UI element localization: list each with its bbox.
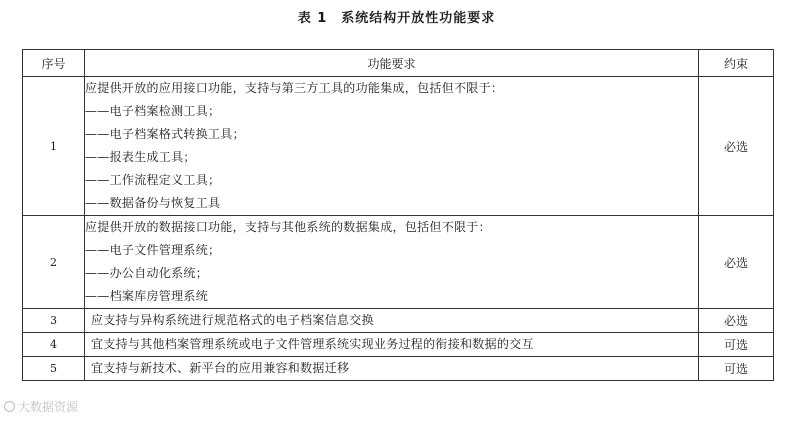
requirement-line: ——数据备份与恢复工具: [85, 196, 221, 210]
table-row: [23, 357, 774, 381]
requirement-line: ——工作流程定义工具；: [85, 173, 221, 187]
watermark-text: 大数据资源: [18, 400, 79, 414]
row-requirement: [85, 357, 699, 381]
requirement-line: ——档案库房管理系统: [85, 289, 209, 303]
row-requirement: [85, 333, 699, 357]
row-seq: 3: [23, 309, 85, 333]
requirement-line: 宜支持与新技术、新平台的应用兼容和数据迁移: [91, 361, 350, 375]
page-title: [0, 7, 787, 26]
table-row: [23, 333, 774, 357]
requirement-line: ——电子文件管理系统；: [85, 243, 221, 257]
table-title: 系统结构开放性功能要求: [341, 11, 496, 26]
requirement-line: 宜支持与其他档案管理系统或电子文件管理系统实现业务过程的衔接和数据的交互: [91, 337, 534, 351]
row-requirement: [85, 77, 699, 216]
requirement-line: ——电子档案格式转换工具；: [85, 127, 245, 141]
row-constraint: 可选: [699, 357, 774, 381]
table-row: [23, 216, 774, 309]
requirement-line: ——办公自动化系统；: [85, 266, 209, 280]
table-number: 表 1: [297, 11, 328, 26]
row-seq: 2: [23, 216, 85, 309]
row-constraint: 必选: [699, 309, 774, 333]
row-constraint: 可选: [699, 333, 774, 357]
row-seq: 1: [23, 77, 85, 216]
row-constraint: 必选: [699, 216, 774, 309]
requirement-line: 应支持与异构系统进行规范格式的电子档案信息交换: [91, 313, 374, 327]
table-header-row: [23, 50, 774, 77]
header-requirement: 功能要求: [85, 50, 699, 77]
row-seq: 4: [23, 333, 85, 357]
table-row: [23, 309, 774, 333]
row-constraint: 必选: [699, 77, 774, 216]
header-seq: 序号: [23, 50, 85, 77]
row-requirement: [85, 309, 699, 333]
requirement-line: ——电子档案检测工具；: [85, 104, 221, 118]
circle-logo-icon: [4, 401, 15, 412]
requirement-line: ——报表生成工具；: [85, 150, 196, 164]
row-requirement: [85, 216, 699, 309]
header-constraint: 约束: [699, 50, 774, 77]
watermark: [4, 398, 78, 415]
requirement-line: 应提供开放的应用接口功能，支持与第三方工具的功能集成，包括但不限于：: [85, 81, 504, 95]
requirements-table: [22, 49, 774, 381]
table-row: [23, 77, 774, 216]
requirement-line: 应提供开放的数据接口功能，支持与其他系统的数据集成，包括但不限于：: [85, 220, 491, 234]
row-seq: 5: [23, 357, 85, 381]
